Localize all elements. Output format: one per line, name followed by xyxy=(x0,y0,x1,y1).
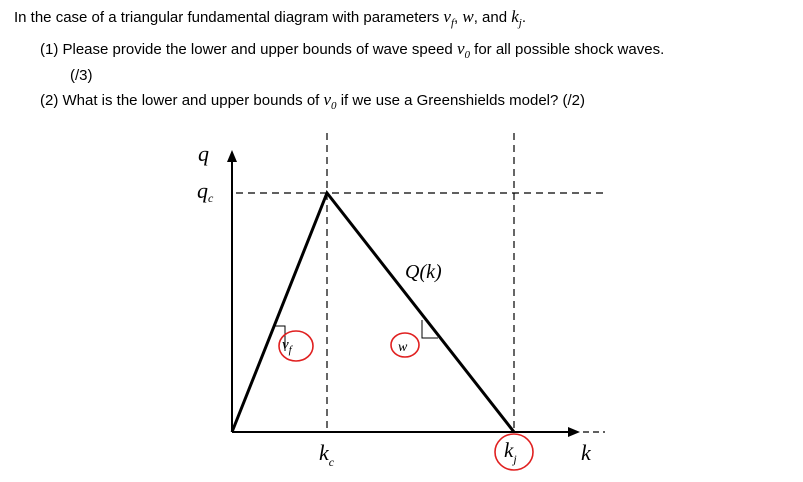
y-axis-arrow-icon xyxy=(227,150,237,162)
part1-points: (/3) xyxy=(70,67,93,84)
part1-suffix: for all possible shock waves. xyxy=(474,41,665,58)
vf-label: $v_f$ xyxy=(282,337,292,356)
triangular-curve xyxy=(232,193,514,432)
x-axis-arrow-icon xyxy=(568,427,580,437)
kc-label: $k_c$ xyxy=(319,440,335,469)
intro-end: . xyxy=(521,9,527,26)
part2-suffix: if we use a Greenshields model? (/2) xyxy=(340,92,586,109)
param-kj: $k_j$ xyxy=(511,7,522,29)
curve-label: Q(k) xyxy=(405,261,442,283)
intro-sep1: , xyxy=(454,9,459,26)
kj-label: $k_j$ xyxy=(504,438,517,466)
x-axis-label: k xyxy=(581,440,591,465)
intro-text: In the case of a triangular fundamental diagram with parameters xyxy=(14,9,440,26)
v0-symbol: $v_0$ xyxy=(323,90,337,112)
v0-symbol: $v_0$ xyxy=(456,39,470,61)
param-vf: $v_f$ xyxy=(443,7,455,29)
w-label: w xyxy=(398,340,408,355)
param-w: w xyxy=(462,7,474,26)
y-axis-label: q xyxy=(198,141,209,166)
intro-sep2: , and xyxy=(473,9,508,26)
part2-prefix: (2) What is the lower and upper bounds of xyxy=(40,92,320,109)
part1-prefix: (1) Please provide the lower and upper bounds of wave speed xyxy=(40,41,453,58)
qc-label: qc xyxy=(197,178,214,205)
